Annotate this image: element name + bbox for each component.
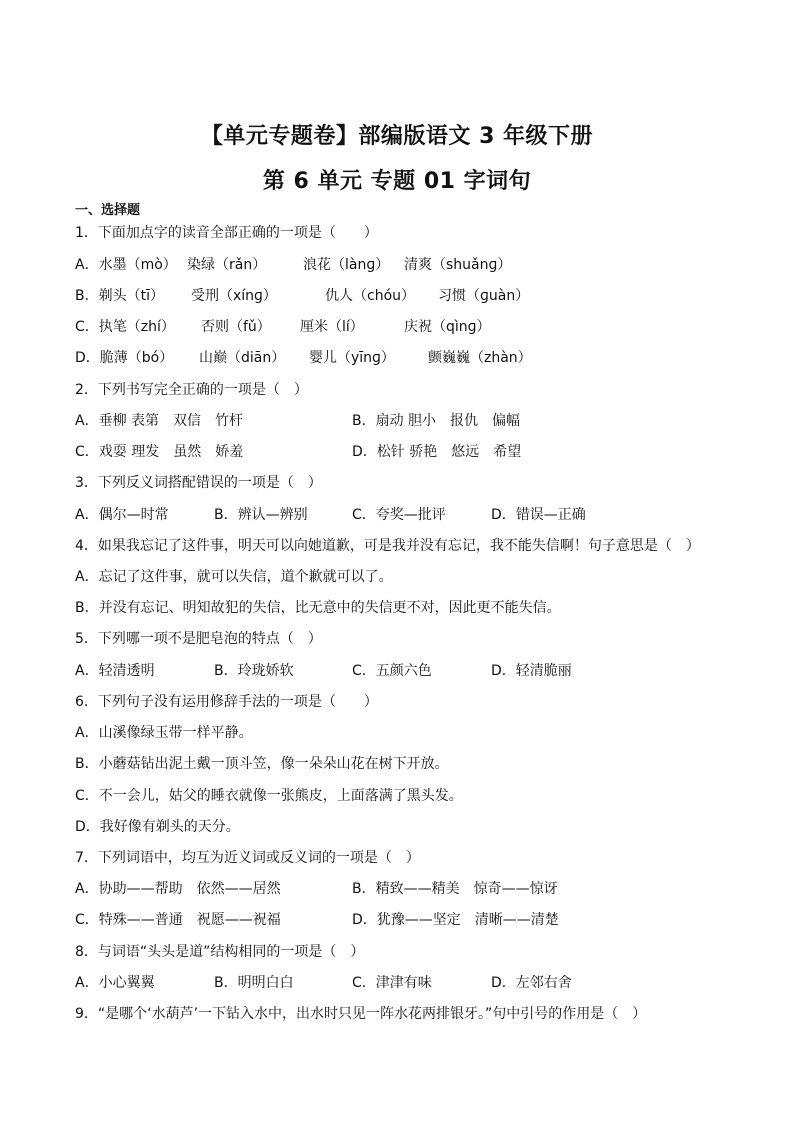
- q8-option-d: D．左邻右舍: [491, 975, 572, 991]
- q2-option-a: A．垂柳 表第 双信 竹杆: [75, 413, 244, 429]
- q7-option-b: B．精致——精美 惊奇——惊讶: [352, 881, 558, 897]
- question-7-stem: 7．下列词语中，均互为近义词或反义词的一项是（ ）: [75, 850, 420, 866]
- q1-c-word1: C．执笔（zhí）: [75, 319, 175, 335]
- q1-d-word3: 婴儿（yīnɡ）: [309, 350, 395, 366]
- q5-option-a: A．轻清透明: [75, 663, 155, 679]
- question-6-stem: 6．下列句子没有运用修辞手法的一项是（ ）: [75, 694, 378, 710]
- question-1-stem: 1．下面加点字的读音全部正确的一项是（ ）: [75, 225, 378, 241]
- question-2-stem: 2．下列书写完全正确的一项是（ ）: [75, 382, 308, 398]
- q1-d-word1: D．脆薄（bó）: [75, 350, 174, 366]
- section-heading: 一、选择题: [75, 203, 141, 218]
- question-8-stem: 8．与词语“头头是道”结构相同的一项是（ ）: [75, 944, 365, 960]
- q3-option-b: B．辨认—辨别: [214, 507, 308, 523]
- q2-option-d: D．松针 骄艳 悠远 希望: [352, 444, 522, 460]
- q5-option-c: C．五颜六色: [352, 663, 432, 679]
- q1-b-word2: 受刑（xínɡ）: [191, 288, 277, 304]
- question-4-stem: 4．如果我忘记了这件事，明天可以向她道歉，可是我并没有忘记，我不能失信啊！句子意思是（ ）: [75, 538, 700, 554]
- q3-option-c: C．夸奖—批评: [352, 507, 446, 523]
- question-1-option-c: [75, 318, 719, 336]
- question-7-row-ab: [75, 880, 719, 898]
- question-1-option-b: [75, 287, 719, 305]
- question-8-options: [75, 974, 719, 992]
- q1-b-word1: B．剃头（tī）: [75, 288, 164, 304]
- question-3-options: [75, 506, 719, 524]
- document-title: 【单元专题卷】部编版语文 3 年级下册: [200, 124, 594, 149]
- q8-option-b: B．明明白白: [214, 975, 294, 991]
- q6-option-b: B．小蘑菇钻出泥土戴一顶斗笠，像一朵朵山花在树下开放。: [75, 756, 449, 772]
- q7-option-d: D．犹豫——坚定 清晰——清楚: [352, 912, 559, 928]
- q1-a-word3: 浪花（lànɡ）: [303, 257, 390, 273]
- question-2-row-cd: [75, 443, 719, 461]
- q3-option-d: D．错误—正确: [491, 507, 586, 523]
- question-3-stem: 3．下列反义词搭配错误的一项是（ ）: [75, 475, 322, 491]
- q8-option-c: C．津津有味: [352, 975, 432, 991]
- q2-option-b: B．扇动 胆小 报仇 偏幅: [352, 413, 521, 429]
- q7-option-c: C．特殊——普通 祝愿——祝福: [75, 912, 281, 928]
- q1-c-word2: 否则（fǔ）: [201, 319, 271, 335]
- q1-c-word3: 厘米（lí）: [300, 319, 364, 335]
- question-5-stem: 5．下列哪一项不是肥皂泡的特点（ ）: [75, 631, 322, 647]
- q4-option-b: B．并没有忘记、明知故犯的失信，比无意中的失信更不对，因此更不能失信。: [75, 600, 561, 616]
- q1-b-word4: 习惯（ɡuàn）: [438, 288, 530, 304]
- q1-d-word2: 山巅（diān）: [199, 350, 286, 366]
- document-subtitle: 第 6 单元 专题 01 字词句: [262, 169, 532, 194]
- q1-a-word2: 染绿（rǎn）: [187, 257, 267, 273]
- q6-option-d: D．我好像有剃头的天分。: [75, 819, 240, 835]
- q8-option-a: A．小心翼翼: [75, 975, 155, 991]
- q5-option-d: D．轻清脆丽: [491, 663, 572, 679]
- q4-option-a: A．忘记了这件事，就可以失信，道个歉就可以了。: [75, 569, 393, 585]
- question-1-option-d: [75, 349, 719, 367]
- question-1-option-a: [75, 256, 719, 274]
- q2-option-c: C．戏耍 理发 虽然 娇羞: [75, 444, 244, 460]
- q1-b-word3: 仇人（chóu）: [325, 288, 416, 304]
- q5-option-b: B．玲珑娇软: [214, 663, 294, 679]
- q1-a-word4: 清爽（shuǎnɡ）: [404, 257, 512, 273]
- q6-option-c: C．不一会儿，姑父的睡衣就像一张熊皮，上面落满了黑头发。: [75, 788, 463, 804]
- q1-d-word4: 颤巍巍（zhàn）: [428, 350, 532, 366]
- q1-c-word4: 庆祝（qìnɡ）: [404, 319, 491, 335]
- question-5-options: [75, 662, 719, 680]
- question-9-stem: 9．“是哪个‘水葫芦’一下钻入水中，出水时只见一阵水花两排银牙。”句中引号的作用是（ ）: [75, 1006, 647, 1022]
- q1-a-word1: A．水墨（mò）: [75, 257, 177, 273]
- q6-option-a: A．山溪像绿玉带一样平静。: [75, 725, 253, 741]
- question-2-row-ab: [75, 412, 719, 430]
- question-7-row-cd: [75, 911, 719, 929]
- q7-option-a: A．协助——帮助 依然——居然: [75, 881, 281, 897]
- q3-option-a: A．偶尔—时常: [75, 507, 169, 523]
